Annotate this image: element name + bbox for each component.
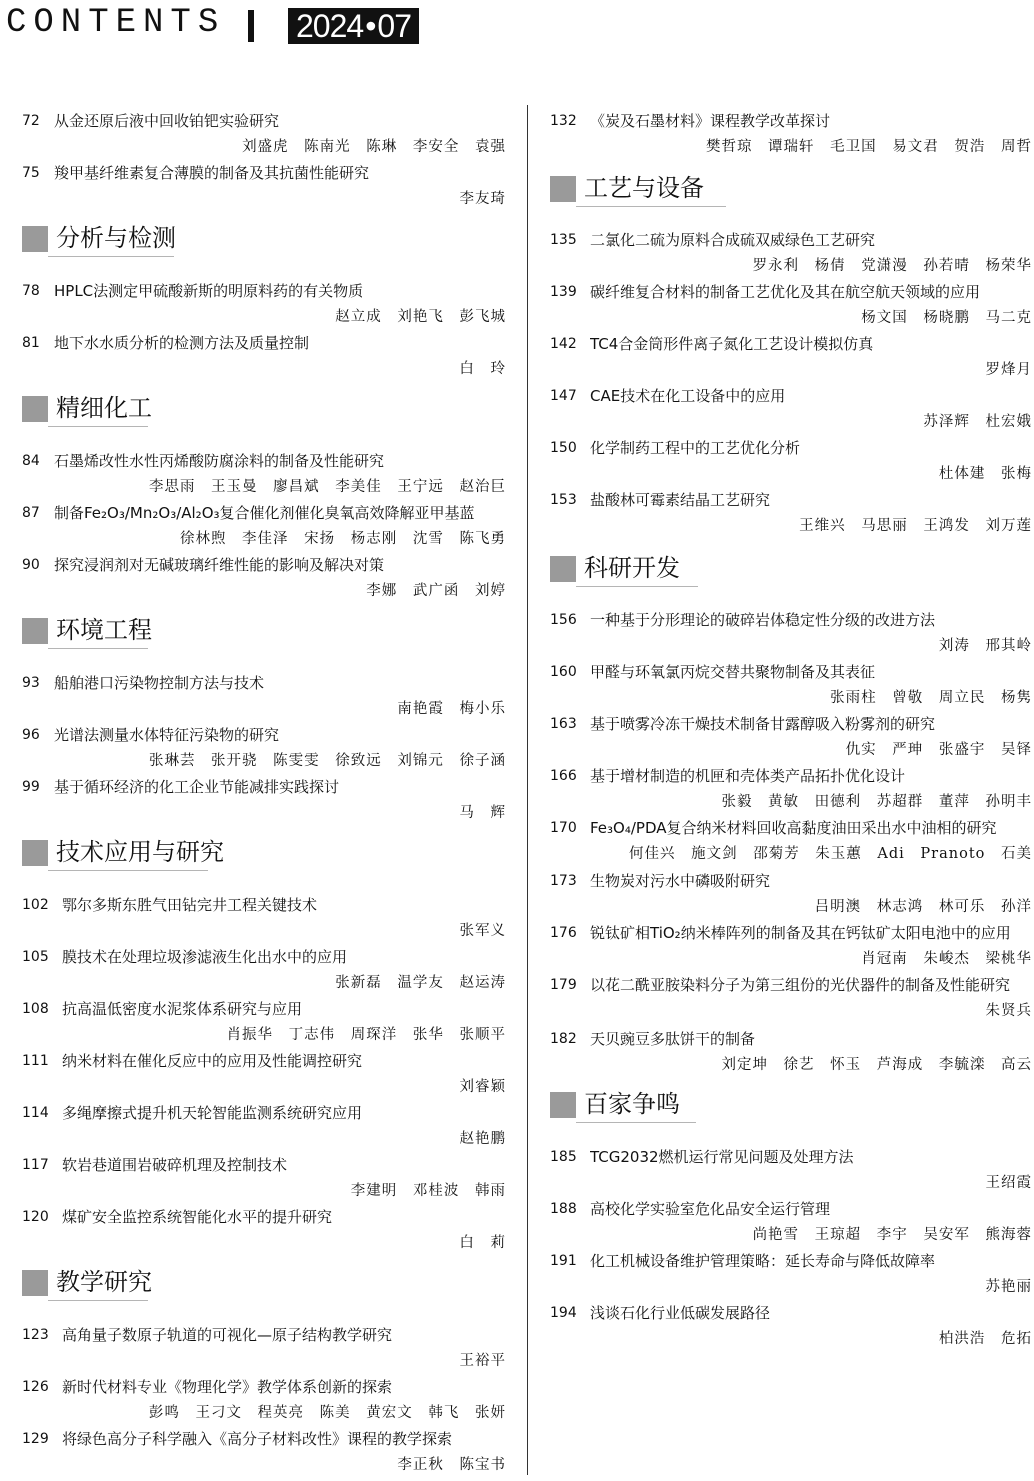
page-number: 108 [22,1001,49,1017]
article-title[interactable]: 二氯化二硫为原料合成硫双威绿色工艺研究 [590,231,876,249]
article-title[interactable]: 鄂尔多斯东胜气田钻完井工程关键技术 [62,896,318,914]
page-number: 185 [550,1149,577,1165]
article-title[interactable]: 地下水水质分析的检测方法及质量控制 [54,334,310,352]
article-authors: 张毅 黄敏 田德利 苏超群 董萍 孙明丰 [721,794,1032,810]
section-underline [48,426,148,427]
article-authors: 仇实 严珅 张盛宇 吴铎 [845,742,1032,758]
page-number: 170 [550,820,577,836]
article-authors: 赵立成 刘艳飞 彭飞城 [335,309,506,325]
section-title: 环境工程 [56,616,152,644]
article-authors: 肖冠南 朱峻杰 梁桃华 [861,951,1032,967]
article-authors: 肖振华 丁志伟 周琛洋 张华 张顺平 [226,1027,506,1043]
article-authors: 苏泽辉 杜宏娥 [923,414,1032,430]
page-number: 135 [550,232,577,248]
article-title[interactable]: 基于循环经济的化工企业节能减排实践探讨 [54,778,340,796]
page-number: 102 [22,897,49,913]
article-authors: 张琳芸 张开骁 陈雯雯 徐致远 刘锦元 徐子涵 [148,753,506,769]
article-title[interactable]: 化学制药工程中的工艺优化分析 [590,439,801,457]
page-number: 188 [550,1201,577,1217]
article-authors: 王裕平 [459,1353,506,1369]
page-number: 75 [22,165,40,181]
page-number: 129 [22,1431,49,1447]
page-number: 84 [22,453,40,469]
section-marker [22,840,48,866]
section-marker [22,396,48,422]
section-underline [48,256,174,257]
section-underline [48,1300,148,1301]
article-title[interactable]: 新时代材料专业《物理化学》教学体系创新的探索 [62,1378,393,1396]
article-authors: 张新磊 温学友 赵运涛 [335,975,506,991]
article-title[interactable]: 从金还原后液中回收铂钯实验研究 [54,112,280,130]
section-title: 工艺与设备 [584,174,704,202]
section-title: 分析与检测 [56,224,176,252]
issue-badge [288,8,419,44]
page-number: 139 [550,284,577,300]
page-number: 96 [22,727,40,743]
section-underline [48,648,148,649]
page-number: 150 [550,440,577,456]
page-number: 126 [22,1379,49,1395]
header-divider-bar [248,10,254,42]
contents-title: CONTENTS [6,4,226,42]
article-title[interactable]: 制备Fe₂O₃/Mn₂O₃/Al₂O₃复合催化剂催化臭氧高效降解亚甲基蓝 [54,504,475,522]
page-number: 194 [550,1305,577,1321]
article-authors: 李娜 武广函 刘婷 [366,583,506,599]
page-number: 176 [550,925,577,941]
article-authors: 杨文国 杨晓鹏 马二克 [861,310,1032,326]
page-number: 123 [22,1327,49,1343]
page-number: 78 [22,283,40,299]
page-number: 90 [22,557,40,573]
article-authors: 何佳兴 施文剑 邵菊芳 朱玉蕙 Adi Pranoto 石美 [628,846,1032,862]
article-authors: 南艳霞 梅小乐 [397,701,506,717]
page-number: 120 [22,1209,49,1225]
section-marker [550,556,576,582]
page-number: 147 [550,388,577,404]
page-number: 72 [22,113,40,129]
section-title: 科研开发 [584,554,680,582]
article-authors: 王维兴 马思丽 王鸿发 刘万莲 [799,518,1032,534]
page-number: 166 [550,768,577,784]
page-number: 99 [22,779,40,795]
section-marker [550,176,576,202]
issue-dot: • [365,8,376,44]
article-title[interactable]: 一种基于分形理论的破碎岩体稳定性分级的改进方法 [590,611,936,629]
page-number: 191 [550,1253,577,1269]
article-title[interactable]: 以花二酰亚胺染料分子为第三组份的光伏器件的制备及性能研究 [590,976,1011,994]
article-title[interactable]: 《炭及石墨材料》课程教学改革探讨 [590,112,831,130]
article-title[interactable]: 化工机械设备维护管理策略：延长寿命与降低故障率 [590,1252,936,1270]
section-underline [576,1122,696,1123]
article-title[interactable]: 锐钛矿相TiO₂纳米棒阵列的制备及其在钙钛矿太阳电池中的应用 [590,924,1011,942]
article-authors: 李友琦 [459,191,506,207]
article-authors: 尚艳雪 王琼超 李宇 吴安军 熊海蓉 [752,1227,1032,1243]
article-authors: 彭鸣 王刁文 程英亮 陈美 黄宏文 韩飞 张妍 [148,1405,506,1421]
article-authors: 刘定坤 徐艺 怀玉 芦海成 李毓滦 高云 [721,1057,1032,1073]
page-number: 182 [550,1031,577,1047]
section-title: 技术应用与研究 [56,838,224,866]
article-title[interactable]: 羧甲基纤维素复合薄膜的制备及其抗菌性能研究 [54,164,370,182]
article-authors: 杜体建 张梅 [938,466,1032,482]
article-title[interactable]: 高校化学实验室危化品安全运行管理 [590,1200,831,1218]
issue-number: 07 [377,8,411,44]
section-marker [22,618,48,644]
page-number: 117 [22,1157,49,1173]
section-marker [22,226,48,252]
article-title[interactable]: 软岩巷道围岩破碎机理及控制技术 [62,1156,288,1174]
article-authors: 刘盛虎 陈南光 陈琳 李安全 袁强 [242,139,506,155]
article-authors: 赵艳鹏 [459,1131,506,1147]
article-title[interactable]: Fe₃O₄/PDA复合纳米材料回收高黏度油田采出水中油相的研究 [590,819,997,837]
article-title[interactable]: 石墨烯改性水性丙烯酸防腐涂料的制备及性能研究 [54,452,385,470]
article-authors: 李思雨 王玉曼 廖昌斌 李美佳 王宁远 赵治巨 [148,479,506,495]
article-authors: 罗烽月 [985,362,1032,378]
section-underline [576,586,698,587]
page-number: 156 [550,612,577,628]
article-title[interactable]: 基于喷雾冷冻干燥技术制备甘露醇吸入粉雾剂的研究 [590,715,936,733]
article-title[interactable]: 多绳摩擦式提升机天轮智能监测系统研究应用 [62,1104,363,1122]
page-number: 132 [550,113,577,129]
page-number: 81 [22,335,40,351]
section-marker [550,1092,576,1118]
article-title[interactable]: 天贝豌豆多肽饼干的制备 [590,1030,756,1048]
article-authors: 罗永利 杨倩 党潇漫 孙若晴 杨荣华 [752,258,1032,274]
page-number: 87 [22,505,40,521]
article-authors: 柏洪浩 危拓 [938,1331,1032,1347]
article-authors: 樊哲琼 谭瑞轩 毛卫国 易文君 贺浩 周哲 [705,139,1032,155]
section-title: 精细化工 [56,394,152,422]
article-title[interactable]: CAE技术在化工设备中的应用 [590,387,786,405]
article-authors: 张雨柱 曾敬 周立民 杨隽 [830,690,1032,706]
page-number: 111 [22,1053,49,1069]
article-title[interactable]: 煤矿安全监控系统智能化水平的提升研究 [62,1208,333,1226]
article-title[interactable]: 基于增材制造的机匣和壳体类产品拓扑优化设计 [590,767,906,785]
article-authors: 吕明澳 林志鸿 林可乐 孙洋 [814,899,1032,915]
article-title[interactable]: 将绿色高分子科学融入《高分子材料改性》课程的教学探索 [62,1430,453,1448]
article-title[interactable]: 浅谈石化行业低碳发展路径 [590,1304,771,1322]
article-title[interactable]: 纳米材料在催化反应中的应用及性能调控研究 [62,1052,363,1070]
page-number: 142 [550,336,577,352]
article-title[interactable]: 高角量子数原子轨道的可视化—原子结构教学研究 [62,1326,393,1344]
article-title[interactable]: TC4合金筒形件离子氮化工艺设计模拟仿真 [590,335,874,353]
page-number: 179 [550,977,577,993]
article-title[interactable]: 探究浸润剂对无碱玻璃纤维性能的影响及解决对策 [54,556,385,574]
article-authors: 李正秋 陈宝书 [397,1457,506,1473]
section-title: 教学研究 [56,1268,152,1296]
article-title[interactable]: HPLC法测定甲硫酸新斯的明原料药的有关物质 [54,282,364,300]
page-number: 173 [550,873,577,889]
article-title[interactable]: 碳纤维复合材料的制备工艺优化及其在航空航天领域的应用 [590,283,981,301]
column-divider [527,105,528,1475]
article-authors: 马 辉 [459,805,506,821]
article-authors: 朱贤兵 [985,1003,1032,1019]
section-underline [48,870,208,871]
article-authors: 苏艳丽 [985,1279,1032,1295]
page-number: 93 [22,675,40,691]
contents-header [0,0,1034,50]
page-number: 160 [550,664,577,680]
article-title[interactable]: 甲醛与环氧氯丙烷交替共聚物制备及其表征 [590,663,876,681]
page-number: 105 [22,949,49,965]
article-title[interactable]: 光谱法测量水体特征污染物的研究 [54,726,280,744]
article-title[interactable]: 盐酸林可霉素结晶工艺研究 [590,491,771,509]
article-title[interactable]: 抗高温低密度水泥浆体系研究与应用 [62,1000,303,1018]
article-authors: 王绍霞 [985,1175,1032,1191]
issue-year: 2024 [296,8,364,44]
section-marker [22,1270,48,1296]
article-title[interactable]: 膜技术在处理垃圾渗滤液生化出水中的应用 [62,948,348,966]
section-underline [576,206,726,207]
page-number: 163 [550,716,577,732]
article-authors: 白 莉 [459,1235,506,1251]
article-title[interactable]: TCG2032燃机运行常见问题及处理方法 [590,1148,854,1166]
article-authors: 白 玲 [459,361,506,377]
article-authors: 刘涛 邢其岭 [938,638,1032,654]
article-title[interactable]: 生物炭对污水中磷吸附研究 [590,872,771,890]
page-number: 153 [550,492,577,508]
page-number: 114 [22,1105,49,1121]
article-authors: 张军义 [459,923,506,939]
section-title: 百家争鸣 [584,1090,680,1118]
article-authors: 李建明 邓桂波 韩雨 [350,1183,506,1199]
article-title[interactable]: 船舶港口污染物控制方法与技术 [54,674,265,692]
article-authors: 刘睿颖 [459,1079,506,1095]
article-authors: 徐林煦 李佳泽 宋扬 杨志刚 沈雪 陈飞勇 [179,531,506,547]
